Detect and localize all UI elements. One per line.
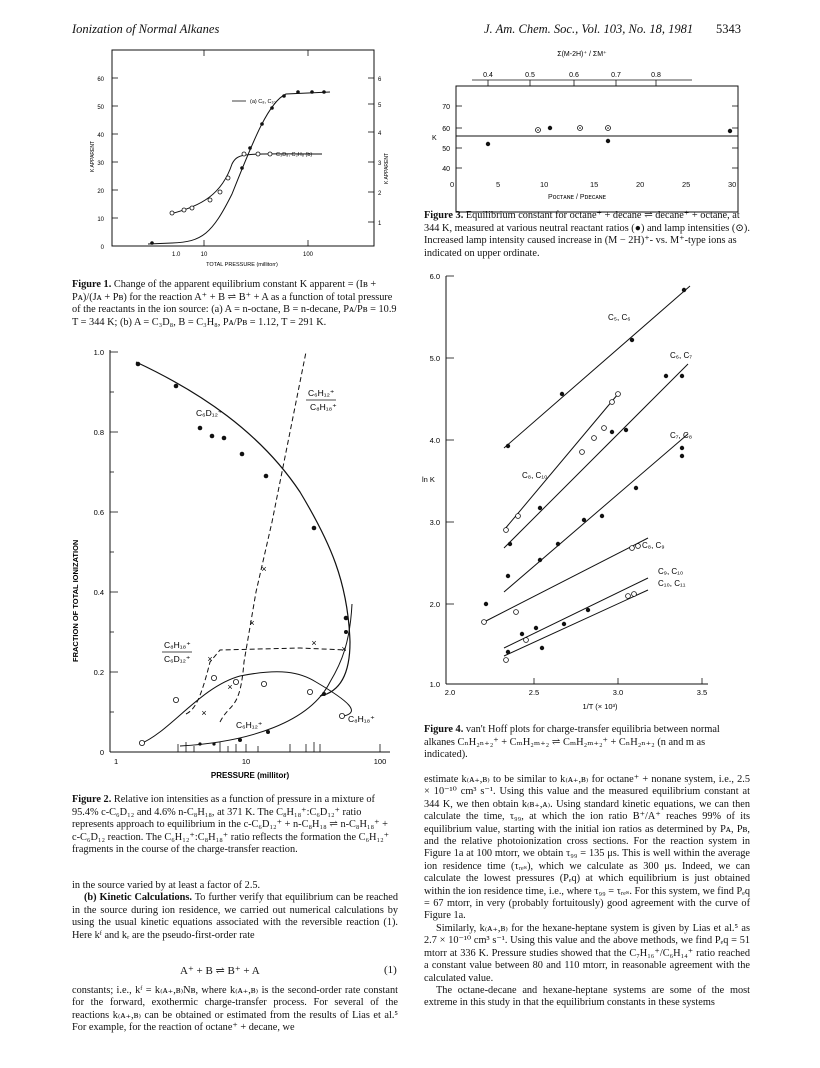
- right-paragraph-1: estimate k₍ᴀ₊,ʙ₎ to be similar to k₍ᴀ₊,ʙ₎ for octane⁺ + nonane system, i.e., 2.5 × 10⁻¹⁰ cm³ s⁻¹. Using this value and the measured equilibrium constant at 344 K, we then obtain k₍ʙ₊,ᴀ₎. Using standard kinetic equations, we can then calculate the time, τ₉₉, at which the ion ratio B⁺/A⁺ reaches 99% of its equilibrium value, starting with the initial ion ratios as determined by Pᴀ, Pʙ, and the relative photoionization cross sections. For the reaction system in Figure 1a at 100 mtorr, we obtain τ₉₉ = 135 μs. This is well within the average ion residence time (τᵣₑₛ), which we calculate as 300 μs. Indeed, we can calculate the lowest pressures (Pₑq) at which equilibrium is just obtained within the ion residence time, i.e., where τ₉₉ = τᵣₑₛ. For this system, we find Pₑq = 67 mtorr, in very (probably fortuitously) good agreement with the curve of Figure 1a.: [424, 774, 750, 922]
- fig1-points-a: [150, 90, 326, 245]
- fig1-ytick-right: 3: [378, 161, 382, 167]
- fig4-label-c8c10: C₈, C₁₀: [522, 471, 548, 480]
- fig4-points-open: [482, 392, 641, 663]
- fig1-ylabel-right: K APPARENT: [384, 152, 390, 184]
- fig4-fit-lines: [484, 286, 693, 656]
- page-number: 5343: [716, 22, 741, 36]
- fig4-xtick: 2.0: [444, 688, 456, 697]
- figure-1-plot: [72, 44, 392, 276]
- svg-text:×: ×: [261, 564, 267, 574]
- fig4-xtick: 3.5: [696, 688, 708, 697]
- fig3-ytick: 70: [442, 104, 450, 111]
- fig1-label-b: C₃D₈, C₃H₈ (b): [276, 152, 313, 158]
- fig1-curve-a: [148, 92, 330, 244]
- figure-4-caption: [424, 724, 750, 762]
- svg-text:×: ×: [311, 638, 317, 648]
- fig4-label-c7c8: C₇, C₈: [670, 431, 693, 440]
- left-paragraph-1: in the source varied by at least a factor of 2.5.: [72, 880, 261, 891]
- fig2-ytick: 0.8: [93, 428, 104, 437]
- fig4-ytick: 2.0: [429, 600, 440, 609]
- fig3-xtick: 0: [450, 180, 455, 189]
- fig1-ytick: 40: [97, 133, 104, 139]
- fig1-ytick-right: 4: [378, 131, 382, 137]
- fig1-ytick: 20: [97, 189, 104, 195]
- fig2-label-c8h18-top: C₈H₁₈⁺: [310, 402, 337, 412]
- fig3-ytick: 40: [442, 166, 450, 173]
- figure-4-caption-text: van't Hoff plots for charge-transfer equilibria between normal alkanes CₙH₂ₙ₊₂⁺ + CₘH₂ₘ₊₂ ⇌ CₘH₂ₘ₊₂⁺ + CₙH₂ₙ₊₂ (n and m as indicated).: [424, 724, 720, 761]
- fig4-ytick: 3.0: [429, 518, 440, 527]
- fig1-label-a: (a) C₈, C₁₀: [250, 99, 276, 105]
- figure-2-caption-text: Relative ion intensities as a function of pressure in a mixture of 95.4% c-C₆D₁₂ and 4.6% n-C₈H₁₈, at 371 K. The C₈H₁₈⁺:C₆D₁₂⁺ ratio represents approach to equilibrium in the c-C₆D₁₂⁺ + n-C₈H₁₈ ⇌ n-C₈H₁₈⁺ + c-C₆D₁₂ reaction. The C₆H₁₂⁺:C₈H₁₈⁺ ratio reflects the formation the C₆H₁₂⁺ fragments in the course of the charge-transfer reaction.: [72, 794, 390, 856]
- fig3-ytick: 60: [442, 126, 450, 133]
- fig4-label-c9c10: C₉, C₁₀: [658, 567, 684, 576]
- fig3-ylabel: K: [432, 135, 437, 142]
- fig2-ylabel: FRACTION OF TOTAL IONIZATION: [71, 539, 80, 662]
- left-column-body: [72, 880, 398, 942]
- fig3-xtick: 10: [540, 180, 549, 189]
- fig4-xtick: 2.5: [528, 688, 540, 697]
- fig4-xtick: 3.0: [612, 688, 624, 697]
- fig2-xlabel: PRESSURE (millitor): [210, 771, 290, 780]
- fig2-ytick: 0.4: [93, 588, 104, 597]
- figure-4-plot: [418, 268, 744, 714]
- fig3-top-tick: 0.8: [651, 72, 661, 79]
- fig3-points-open: [536, 126, 611, 133]
- fig2-ytick: 1.0: [93, 348, 104, 357]
- fig3-top-tick: 0.5: [525, 72, 535, 79]
- fig3-xtick: 5: [496, 180, 501, 189]
- fig4-points-filled: [484, 288, 686, 654]
- fig1-ytick-right: 5: [378, 103, 382, 109]
- svg-text:×: ×: [249, 618, 255, 628]
- running-head-left: Ionization of Normal Alkanes: [72, 22, 220, 36]
- fig3-xtick: 15: [590, 180, 599, 189]
- fig2-label-c6d12-mid: C₆D₁₂⁺: [164, 654, 191, 664]
- fig2-label-c6d12: C₆D₁₂⁺: [196, 408, 223, 418]
- svg-text:×: ×: [201, 708, 207, 718]
- figure-2-label: Figure 2.: [72, 794, 112, 805]
- fig2-points-open: [139, 675, 344, 745]
- fig1-points-b: [170, 152, 272, 215]
- right-column-body: [424, 774, 750, 1010]
- figure-3-label: Figure 3.: [424, 210, 464, 221]
- fig3-top-tick: 0.6: [569, 72, 579, 79]
- right-paragraph-3: The octane-decane and hexane-heptane systems are some of the most extreme in this study in that the equilibrium constants in these systems: [424, 984, 750, 1009]
- fig2-curve-c6h12: [180, 604, 352, 746]
- fig4-xlabel: 1/T (× 10³): [582, 702, 618, 711]
- fig2-label-c6h12-top: C₆H₁₂⁺: [308, 388, 335, 398]
- equation-1-number: (1): [384, 964, 397, 976]
- fig2-ytick: 0: [99, 748, 104, 757]
- fig3-top-tick: 0.4: [483, 72, 493, 79]
- fig1-ytick: 30: [97, 161, 104, 167]
- fig3-xtick: 20: [636, 180, 645, 189]
- fig4-label-c8c9: C₈, C₉: [642, 541, 665, 550]
- figure-2-caption: [72, 794, 398, 857]
- figure-1-label: Figure 1.: [72, 279, 112, 290]
- fig4-ytick: 1.0: [429, 680, 440, 689]
- fig2-label-c8h18-right: C₈H₁₈⁺: [348, 714, 375, 724]
- figure-1-caption: [72, 279, 398, 329]
- svg-text:×: ×: [227, 682, 233, 692]
- fig3-xlabel: Pᴏᴄᴛᴀɴᴇ / Pᴅᴇᴄᴀɴᴇ: [548, 194, 607, 201]
- svg-text:×: ×: [207, 654, 213, 664]
- fig3-top-axis-label: Σ(M-2H)⁺ / ΣM⁺: [557, 51, 607, 58]
- fig1-ytick-right: 1: [378, 221, 382, 227]
- running-head-journal: J. Am. Chem. Soc., Vol. 103, No. 18, 1981: [484, 22, 694, 36]
- fig3-xtick: 25: [682, 180, 691, 189]
- fig1-ytick: 50: [97, 105, 104, 111]
- fig2-curve-ratio: [220, 352, 306, 722]
- fig3-xtick: 30: [728, 180, 737, 189]
- left-paragraph-3: constants; i.e., kᶠ = k₍ᴀ₊,ʙ₎Nʙ, where k₍ᴀ₊,ʙ₎ is the second-order rate constant for the forward, exothermic charge-transfer process. For several of the reactions k₍ᴀ₊,ʙ₎ can be obtained or estimated from the results of Lias et al.⁵ For example, for the reaction of octane⁺ + decane, we: [72, 985, 398, 1034]
- section-heading-kinetic: (b) Kinetic Calculations.: [84, 892, 192, 904]
- svg-text:×: ×: [341, 644, 347, 654]
- fig1-ylabel: K APPARENT: [90, 140, 96, 172]
- fig4-ytick: 5.0: [429, 354, 440, 363]
- figure-3-caption-text: Equilibrium constant for octane⁺ + decane ⇌ decane⁺ + octane, at 344 K, measured at various neutral reactant ratios (●) and lamp intensities (⊙). Increased lamp intensity caused increase in (M − 2H)⁺- vs. M⁺-type ions as indicated on upper ordinate.: [424, 210, 750, 259]
- fig4-label-c6c7: C₆, C₇: [670, 351, 692, 360]
- fig1-curve-b: [170, 154, 322, 214]
- fig1-ytick-right: 6: [378, 77, 382, 83]
- fig2-curve-c8h18: [140, 672, 351, 744]
- right-paragraph-2: Similarly, k₍ᴀ₊,ʙ₎ for the hexane-heptane system is given by Lias et al.⁵ as 2.7 × 10⁻¹⁰ cm³ s⁻¹. Using this value and the above methods, we find Pₑq = 51 mtorr at 336 K. Pressure studies showed that the C₇H₁₆⁺/C₆H₁₄⁺ ratio reached a constant value between 80 and 110 mtorr, in reasonable agreement with the calculated value.: [424, 922, 750, 984]
- fig2-xtick: 10: [241, 757, 251, 766]
- fig2-label-c8h18-mid: C₈H₁₈⁺: [164, 640, 191, 650]
- fig4-ylabel: ln K: [422, 475, 435, 484]
- fig2-xtick: 1: [114, 757, 119, 766]
- fig1-ytick-right: 2: [378, 191, 382, 197]
- fig2-ytick: 0.2: [93, 668, 104, 677]
- fig4-label-c5c6: C₅, C₆: [608, 313, 631, 322]
- equation-1: A⁺ + B ⇌ B⁺ + A: [180, 965, 260, 977]
- fig3-top-tick: 0.7: [611, 72, 621, 79]
- figure-4-label: Figure 4.: [424, 724, 464, 735]
- fig1-ytick: 60: [97, 77, 104, 83]
- left-paragraph-2: To further verify that equilibrium can be reached in the source during ion residence, we carried out numerical calculations by using the usual kinetic equations associated with the reversible reaction (1). Here kᶠ and kᵣ are the pseudo-first-order rate: [72, 892, 398, 941]
- fig2-points-c6d12: [136, 362, 349, 621]
- fig1-xtick: 100: [302, 252, 314, 258]
- fig1-ytick: 0: [100, 245, 104, 251]
- fig1-ytick: 10: [97, 217, 104, 223]
- fig2-xtick: 100: [373, 757, 387, 766]
- figure-1-caption-text: Change of the apparent equilibrium constant K apparent = (Iʙ + Pᴀ)/(Jᴀ + Pʙ) for the reaction A⁺ + B ⇌ B⁺ + A as a function of total pressure of the reactants in the ion source: (a) A = n-octane, B = n-decane, Pᴀ/Pʙ = 10.9 T = 344 K; (b) A = C₃D₈, B = C₃H₈, Pᴀ/Pʙ = 1.12, T = 291 K.: [72, 279, 397, 328]
- fig2-ytick: 0.6: [93, 508, 104, 517]
- figure-2-plot: [60, 342, 400, 788]
- fig1-xlabel: TOTAL PRESSURE (millitorr): [206, 262, 278, 268]
- fig4-ytick: 4.0: [429, 436, 440, 445]
- fig1-xtick: 1.0: [172, 252, 181, 258]
- fig4-ytick: 6.0: [429, 272, 440, 281]
- fig3-ytick: 50: [442, 146, 450, 153]
- fig4-label-c10c11: C₁₀, C₁₁: [658, 579, 686, 588]
- figure-3-caption: [424, 210, 750, 260]
- fig2-label-c6h12-low: C₆H₁₂⁺: [236, 720, 263, 730]
- fig1-xtick: 10: [200, 252, 208, 258]
